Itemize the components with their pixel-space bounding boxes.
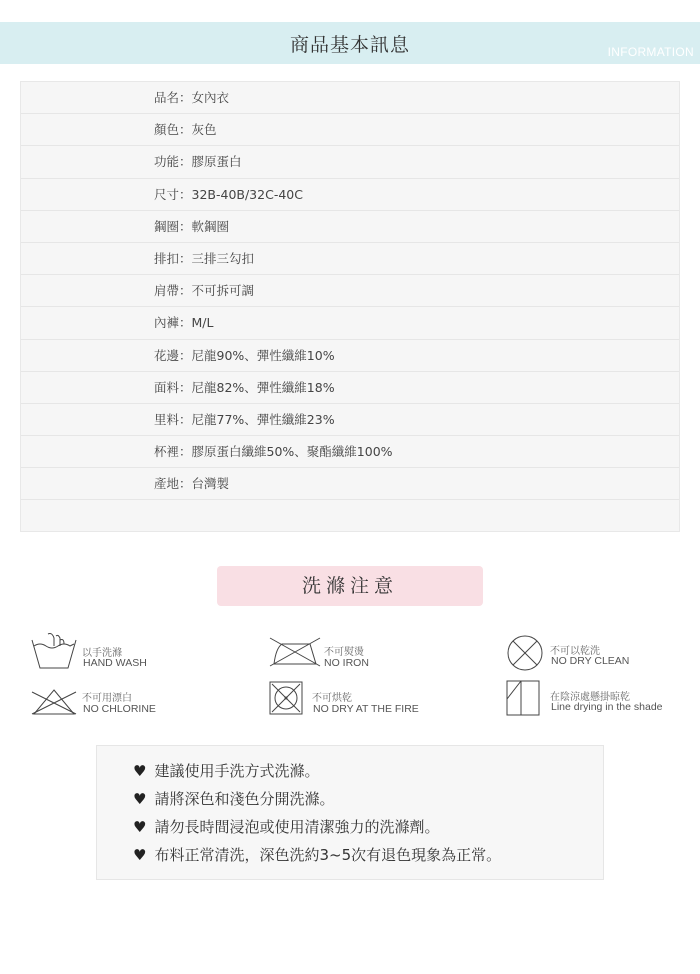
hand-wash-icon: [30, 632, 78, 672]
washing-banner: [217, 566, 483, 606]
care-label-zh: 以手洗滌: [82, 648, 122, 659]
page-subtitle: INFORMATION: [607, 45, 694, 59]
washing-notes: [96, 745, 604, 880]
spec-row-color: 顏色：灰色: [21, 114, 679, 146]
info-banner: [0, 22, 700, 64]
care-label-zh: 不可烘乾: [312, 693, 352, 704]
note-item: ♥ 請將深色和淺色分開洗滌。: [133, 790, 335, 808]
spec-row-hooks: 排扣：三排三勾扣: [21, 243, 679, 275]
care-line-dry-shade: [505, 679, 700, 719]
spec-row-straps: 肩帶：不可拆可調: [21, 275, 679, 307]
spec-row-empty: [21, 500, 679, 532]
care-no-dry-clean: [505, 633, 700, 673]
care-label-zh: 在陰涼處懸掛晾乾: [550, 692, 630, 703]
no-iron-icon: [268, 634, 322, 668]
spec-row-function: 功能：膠原蛋白: [21, 146, 679, 178]
care-label-zh: 不可以乾洗: [550, 646, 600, 657]
care-no-bleach: [30, 686, 230, 720]
spec-row-fabric: 面料：尼龍82%、彈性纖維18%: [21, 372, 679, 404]
washing-title: 洗滌注意: [301, 575, 398, 597]
care-label-en: HAND WASH: [83, 657, 147, 669]
care-label-en: NO DRY AT THE FIRE: [313, 703, 419, 715]
page-title: 商品基本訊息: [289, 34, 410, 56]
heart-icon: ♥: [133, 818, 147, 836]
care-hand-wash: [30, 632, 230, 672]
note-item: ♥ 請勿長時間浸泡或使用清潔強力的洗滌劑。: [133, 818, 440, 836]
spec-row-cup: 杯裡：膠原蛋白纖維50%、聚酯纖維100%: [21, 436, 679, 468]
care-no-iron: [268, 634, 468, 674]
spec-row-name: 品名：女內衣: [21, 82, 679, 114]
no-bleach-icon: [30, 686, 78, 718]
no-dry-clean-icon: [505, 633, 545, 673]
spec-row-size: 尺寸：32B-40B/32C-40C: [21, 179, 679, 211]
care-label-zh: 不可用漂白: [82, 693, 132, 704]
note-item: ♥ 建議使用手洗方式洗滌。: [133, 762, 320, 780]
no-tumble-dry-icon: [268, 680, 304, 716]
spec-row-lining: 里料：尼龍77%、彈性纖維23%: [21, 404, 679, 436]
care-label-en: NO DRY CLEAN: [551, 655, 630, 667]
care-label-en: NO CHLORINE: [83, 703, 156, 715]
spec-row-origin: 產地：台灣製: [21, 468, 679, 500]
care-label-en: NO IRON: [324, 657, 369, 669]
care-label-zh: 不可熨燙: [324, 647, 364, 658]
heart-icon: ♥: [133, 846, 147, 864]
care-label-en: Line drying in the shade: [551, 701, 663, 713]
note-item: ♥ 布料正常清洗，深色洗約3~5次有退色現象為正常。: [133, 846, 502, 864]
heart-icon: ♥: [133, 762, 147, 780]
spec-row-lace: 花邊：尼龍90%、彈性纖維10%: [21, 340, 679, 372]
care-no-tumble-dry: [268, 680, 468, 720]
spec-row-briefs: 內褲：M/L: [21, 307, 679, 339]
heart-icon: ♥: [133, 790, 147, 808]
line-dry-shade-icon: [505, 679, 541, 717]
spec-table: [20, 81, 680, 532]
spec-row-underwire: 鋼圈：軟鋼圈: [21, 211, 679, 243]
